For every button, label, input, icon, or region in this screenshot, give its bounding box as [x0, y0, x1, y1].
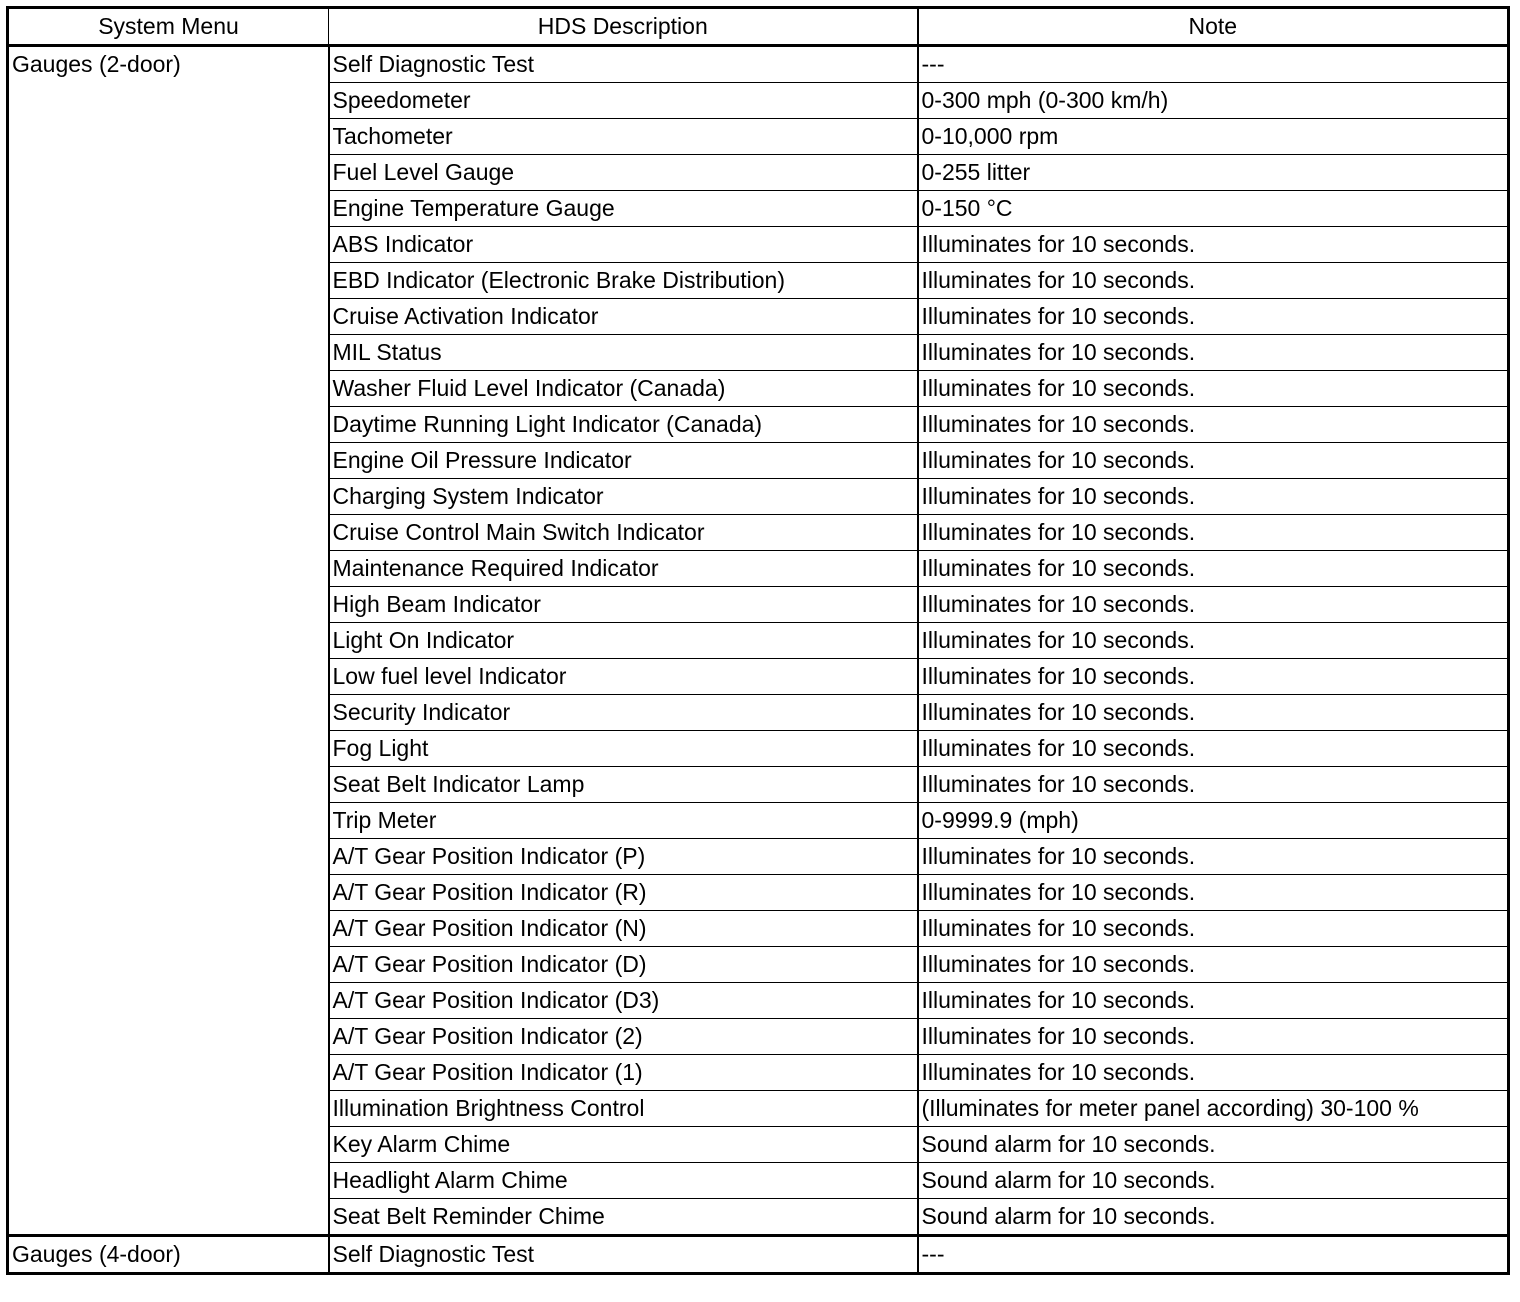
note-cell: (Illuminates for meter panel according) 30-100 %: [918, 1091, 1509, 1127]
note-cell: 0-9999.9 (mph): [918, 803, 1509, 839]
hds-description-cell: Cruise Control Main Switch Indicator: [329, 515, 918, 551]
hds-description-cell: Illumination Brightness Control: [329, 1091, 918, 1127]
system-menu-label: Gauges (4-door): [12, 1241, 181, 1267]
note-cell: Illuminates for 10 seconds.: [918, 263, 1509, 299]
hds-description-cell: Seat Belt Indicator Lamp: [329, 767, 918, 803]
hds-description-cell: A/T Gear Position Indicator (D3): [329, 983, 918, 1019]
system-menu-cell: [8, 46, 329, 1236]
hds-description-cell: Tachometer: [329, 119, 918, 155]
note-cell: Illuminates for 10 seconds.: [918, 443, 1509, 479]
note-cell: Illuminates for 10 seconds.: [918, 227, 1509, 263]
table-body: [8, 46, 1509, 1274]
note-cell: Illuminates for 10 seconds.: [918, 695, 1509, 731]
hds-description-cell: Fog Light: [329, 731, 918, 767]
hds-description-cell: Fuel Level Gauge: [329, 155, 918, 191]
note-cell: 0-255 litter: [918, 155, 1509, 191]
note-cell: Sound alarm for 10 seconds.: [918, 1127, 1509, 1163]
header-row: [8, 8, 1509, 46]
hds-description-cell: Self Diagnostic Test: [329, 46, 918, 83]
hds-description-cell: Washer Fluid Level Indicator (Canada): [329, 371, 918, 407]
hds-description-cell: Engine Temperature Gauge: [329, 191, 918, 227]
note-cell: Illuminates for 10 seconds.: [918, 911, 1509, 947]
hds-description-cell: Light On Indicator: [329, 623, 918, 659]
note-cell: Illuminates for 10 seconds.: [918, 587, 1509, 623]
hds-description-cell: Daytime Running Light Indicator (Canada): [329, 407, 918, 443]
table-row: [8, 1236, 1509, 1274]
note-cell: Illuminates for 10 seconds.: [918, 407, 1509, 443]
table-row: [8, 46, 1509, 83]
note-cell: Illuminates for 10 seconds.: [918, 839, 1509, 875]
hds-description-cell: Speedometer: [329, 83, 918, 119]
note-cell: Illuminates for 10 seconds.: [918, 767, 1509, 803]
note-cell: Illuminates for 10 seconds.: [918, 335, 1509, 371]
note-cell: Illuminates for 10 seconds.: [918, 1019, 1509, 1055]
hds-description-cell: A/T Gear Position Indicator (P): [329, 839, 918, 875]
system-menu-cell: [8, 1236, 329, 1274]
note-cell: Illuminates for 10 seconds.: [918, 1055, 1509, 1091]
header-note: Note: [918, 8, 1509, 46]
note-cell: Sound alarm for 10 seconds.: [918, 1199, 1509, 1236]
hds-description-cell: Headlight Alarm Chime: [329, 1163, 918, 1199]
note-cell: ---: [918, 46, 1509, 83]
hds-description-cell: Engine Oil Pressure Indicator: [329, 443, 918, 479]
hds-description-cell: A/T Gear Position Indicator (N): [329, 911, 918, 947]
hds-description-cell: Trip Meter: [329, 803, 918, 839]
note-cell: 0-10,000 rpm: [918, 119, 1509, 155]
note-cell: Sound alarm for 10 seconds.: [918, 1163, 1509, 1199]
note-cell: Illuminates for 10 seconds.: [918, 659, 1509, 695]
note-cell: Illuminates for 10 seconds.: [918, 371, 1509, 407]
note-cell: Illuminates for 10 seconds.: [918, 551, 1509, 587]
system-menu-label: Gauges (2-door): [12, 51, 181, 77]
hds-description-cell: A/T Gear Position Indicator (2): [329, 1019, 918, 1055]
hds-gauges-table: [6, 6, 1510, 1275]
note-cell: 0-150 °C: [918, 191, 1509, 227]
hds-description-cell: Charging System Indicator: [329, 479, 918, 515]
note-cell: Illuminates for 10 seconds.: [918, 947, 1509, 983]
note-cell: 0-300 mph (0-300 km/h): [918, 83, 1509, 119]
note-cell: Illuminates for 10 seconds.: [918, 623, 1509, 659]
note-cell: Illuminates for 10 seconds.: [918, 983, 1509, 1019]
hds-description-cell: A/T Gear Position Indicator (R): [329, 875, 918, 911]
hds-description-cell: Key Alarm Chime: [329, 1127, 918, 1163]
note-cell: Illuminates for 10 seconds.: [918, 299, 1509, 335]
hds-description-cell: ABS Indicator: [329, 227, 918, 263]
hds-description-cell: High Beam Indicator: [329, 587, 918, 623]
hds-description-cell: Low fuel level Indicator: [329, 659, 918, 695]
hds-description-cell: Maintenance Required Indicator: [329, 551, 918, 587]
hds-description-cell: Self Diagnostic Test: [329, 1236, 918, 1274]
hds-description-cell: Seat Belt Reminder Chime: [329, 1199, 918, 1236]
hds-description-cell: Cruise Activation Indicator: [329, 299, 918, 335]
hds-description-cell: EBD Indicator (Electronic Brake Distribution): [329, 263, 918, 299]
header-hds-description: HDS Description: [329, 8, 918, 46]
hds-description-cell: MIL Status: [329, 335, 918, 371]
note-cell: Illuminates for 10 seconds.: [918, 515, 1509, 551]
header-system-menu: System Menu: [8, 8, 329, 46]
table-header: [8, 8, 1509, 46]
hds-description-cell: A/T Gear Position Indicator (1): [329, 1055, 918, 1091]
note-cell: ---: [918, 1236, 1509, 1274]
note-cell: Illuminates for 10 seconds.: [918, 875, 1509, 911]
hds-description-cell: A/T Gear Position Indicator (D): [329, 947, 918, 983]
note-cell: Illuminates for 10 seconds.: [918, 731, 1509, 767]
hds-description-cell: Security Indicator: [329, 695, 918, 731]
note-cell: Illuminates for 10 seconds.: [918, 479, 1509, 515]
